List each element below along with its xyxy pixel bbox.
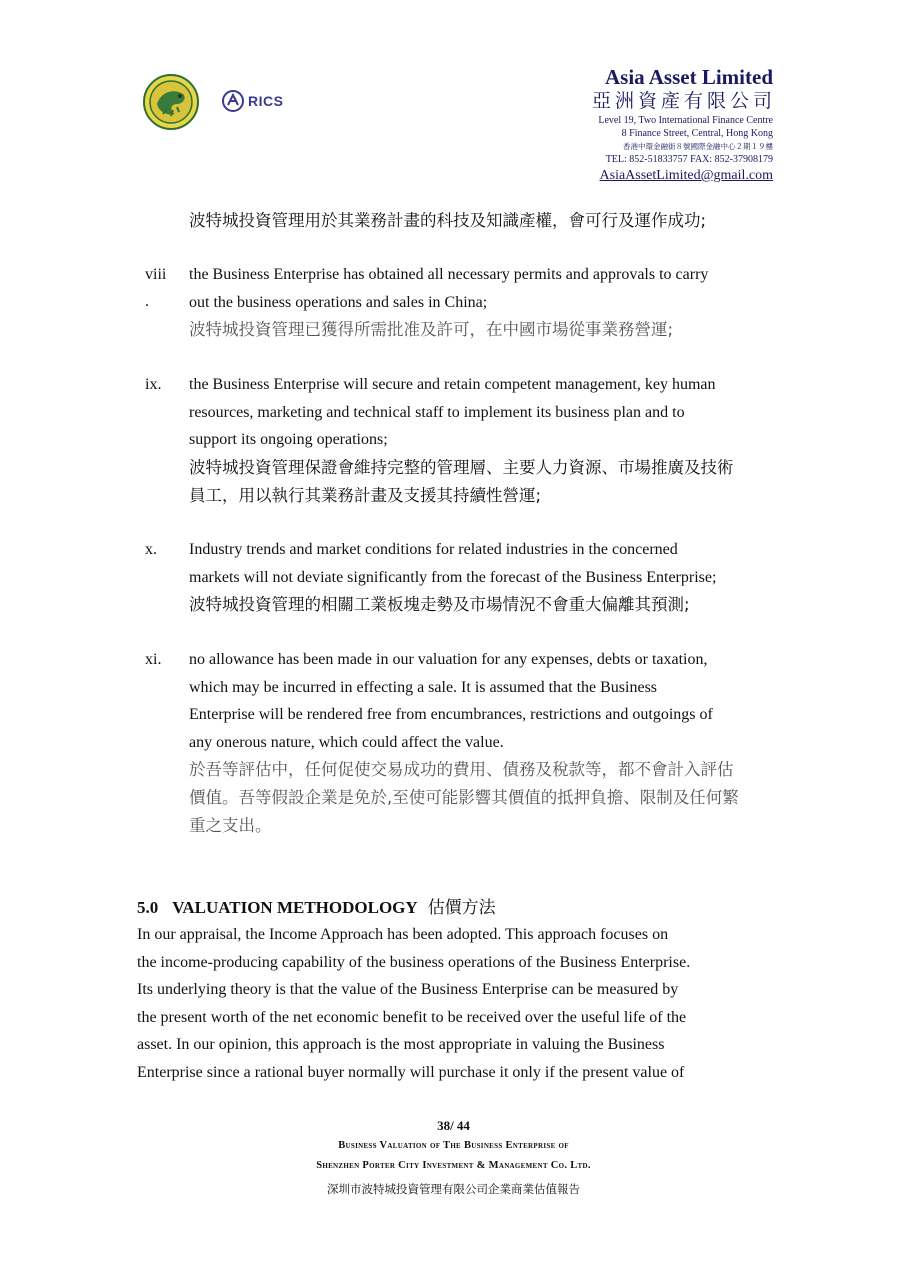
email-link[interactable]: AsiaAssetLimited@gmail.com — [599, 168, 773, 183]
section-number: 5.0 — [137, 898, 159, 917]
body-line: asset. In our opinion, this approach is the most appropriate in valuing the Business — [137, 1036, 665, 1053]
body-line: In our appraisal, the Income Approach has been adopted. This approach focuses on — [137, 926, 669, 943]
address-chinese: 香港中環金融街８號國際金融中心２期１９樓 — [623, 142, 773, 151]
item-label: xi. — [145, 651, 162, 668]
body-line: the present worth of the net economic benefit to be received over the useful life of the — [137, 1008, 687, 1026]
item-en-line: support its ongoing operations; — [189, 431, 388, 448]
list-item — [189, 646, 787, 840]
company-seal-logo — [143, 74, 199, 130]
footer-title-line-1: Business Valuation of The Business Enterprise of — [338, 1140, 569, 1151]
body-line: Enterprise since a rational buyer normally will purchase it only if the present value of — [137, 1063, 685, 1081]
tel-fax: TEL: 852-51833757 FAX: 852-37908179 — [605, 154, 773, 165]
item-label: x. — [145, 541, 157, 558]
footer-title-chinese: 深圳市波特城投資管理有限公司企業商業估值報告 — [327, 1182, 580, 1196]
item-en-line: any onerous nature, which could affect the value. — [189, 733, 504, 751]
company-name-chinese: 亞洲資產有限公司 — [591, 91, 776, 112]
item-cn-line: 於吾等評估中，任何促使交易成功的費用、債務及稅款等，都不會計入評估 — [189, 760, 734, 779]
item-label: ix. — [145, 376, 162, 393]
item-label-dot: . — [145, 293, 149, 310]
item-en-line: markets will not deviate significantly from the forecast of the Business Enterprise; — [189, 568, 717, 586]
item-cn-line: 波特城投資管理的相關工業板塊走勢及市場情況不會重大偏離其預測; — [189, 595, 690, 614]
list-item — [189, 536, 787, 619]
body-line: the income-producing capability of the business operations of the Business Enterprise. — [137, 953, 691, 971]
section-heading — [137, 893, 496, 918]
company-letterhead — [591, 64, 776, 185]
item-en-line: which may be incurred in effecting a sale. It is assumed that the Business — [189, 678, 658, 696]
item-cn-line: 員工，用以執行其業務計畫及支援其持續性營運; — [189, 485, 542, 505]
list-item — [189, 261, 787, 344]
address-line-2: 8 Finance Street, Central, Hong Kong — [621, 128, 773, 139]
rics-label: RICS — [248, 93, 284, 109]
section-title: VALUATION METHODOLOGY — [172, 898, 418, 917]
rics-emblem-icon — [222, 90, 244, 112]
section-body — [137, 921, 773, 1086]
item-cn-line: 波特城投資管理保證會維持完整的管理層、主要人力資源、市場推廣及技術 — [189, 457, 734, 477]
item-en-line: Industry trends and market conditions for related industries in the concerned — [189, 541, 678, 558]
item-en-line: resources, marketing and technical staff to implement its business plan and to — [189, 403, 685, 421]
page-number: 38/ 44 — [437, 1118, 470, 1133]
item-en-line: the Business Enterprise has obtained all necessary permits and approvals to carry — [189, 266, 709, 283]
item-en-line: the Business Enterprise will secure and retain competent management, key human — [189, 376, 716, 393]
item-cn-line: 價值。吾等假設企業是免於,至使可能影響其價值的抵押負擔、限制及任何繁 — [189, 788, 739, 807]
section-title-chinese: 估價方法 — [427, 898, 496, 918]
rics-logo — [222, 89, 283, 113]
item-en-line: no allowance has been made in our valuation for any expenses, debts or taxation, — [189, 651, 708, 668]
body-line: Its underlying theory is that the value of the Business Enterprise can be measured by — [137, 981, 679, 998]
intro-chinese-line: 波特城投資管理用於其業務計畫的科技及知識產權，會可行及運作成功; — [189, 211, 707, 230]
item-cn-line: 重之支出。 — [189, 816, 272, 835]
list-item — [189, 371, 787, 510]
footer-title-line-2: Shenzhen Porter City Investment & Management Co. Ltd. — [316, 1160, 591, 1171]
item-label: viii — [145, 266, 167, 283]
item-cn-line: 波特城投資管理已獲得所需批准及許可，在中國市場從事業務營運; — [189, 320, 674, 339]
company-name: Asia Asset Limited — [605, 65, 773, 89]
item-en-line: out the business operations and sales in China; — [189, 293, 488, 311]
address-line-1: Level 19, Two International Finance Centre — [598, 115, 773, 126]
item-en-line: Enterprise will be rendered free from encumbrances, restrictions and outgoings of — [189, 706, 713, 723]
